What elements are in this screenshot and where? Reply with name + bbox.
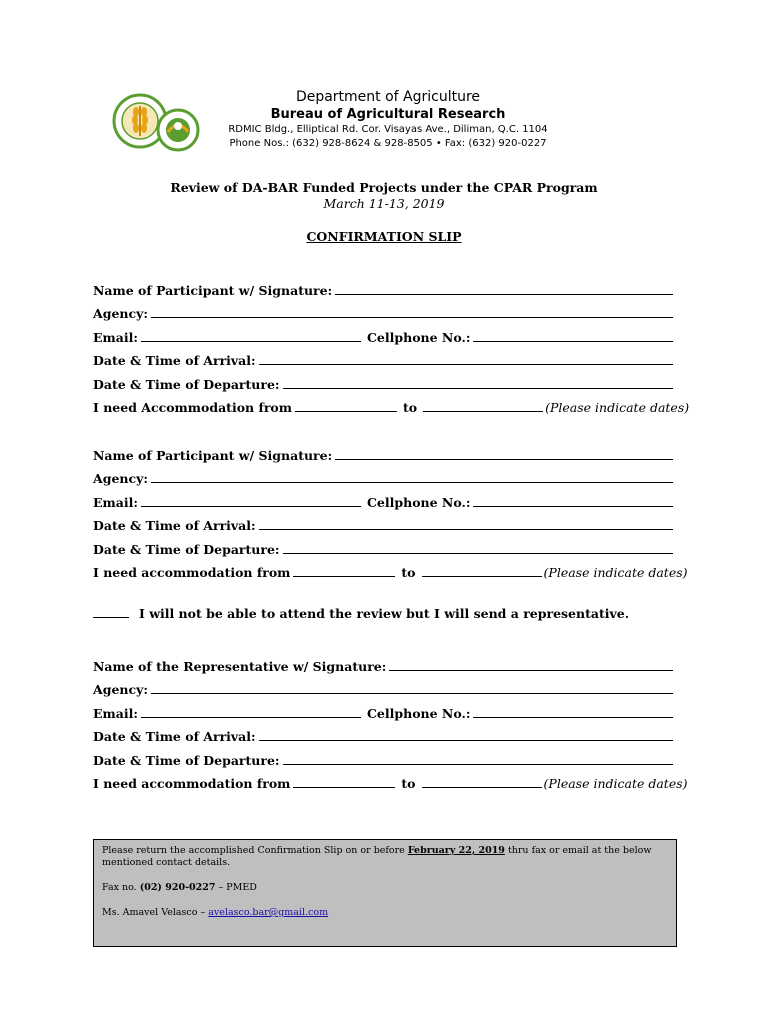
departure-label: Date & Time of Departure: [93,376,280,392]
name-signature-field[interactable] [389,658,673,671]
agency-field[interactable] [151,681,673,694]
name-label: Name of Participant w/ Signature: [93,447,333,463]
agency-field[interactable] [151,470,673,483]
name-signature-field[interactable] [335,282,673,295]
phone-fax: Phone Nos.: (632) 928-8624 & 928-8505 • Fax: (632) 920-0227 [229,138,547,149]
departure-row [93,533,673,557]
accommodation-from-field[interactable] [293,775,395,788]
arrival-field[interactable] [259,728,673,741]
accommodation-to-field[interactable] [423,399,543,412]
contact-name: Ms. Amavel Velasco – [102,907,206,918]
dates-note: (Please indicate dates) [545,400,690,415]
accommodation-from-field[interactable] [295,399,397,412]
cellphone-label: Cellphone No.: [366,494,471,510]
departure-row [93,744,673,768]
contact-email-link[interactable]: avelasco.bar@gmail.com [208,907,329,918]
participant-2-section [93,439,688,580]
name-row [93,439,673,463]
department-name: Department of Agriculture [295,89,481,105]
event-title-block [0,180,768,212]
accommodation-row [93,392,690,416]
name-row [93,274,673,298]
departure-field[interactable] [283,376,673,389]
name-row [93,650,673,674]
email-label: Email: [93,705,138,721]
accommodation-label: I need Accommodation from [93,400,292,415]
departure-row [93,368,673,392]
email-row [93,697,673,721]
departure-field[interactable] [283,541,673,554]
accommodation-label: I need accommodation from [93,565,291,580]
fax-suffix: – PMED [218,882,257,893]
cellphone-field[interactable] [473,705,673,718]
to-label: to [401,565,416,580]
to-label: to [401,776,416,791]
event-dates: March 11-13, 2019 [323,196,445,211]
fax-number: (02) 920-0227 [139,882,216,893]
name-label: Name of Participant w/ Signature: [93,282,333,298]
return-instructions-box [93,839,677,947]
bureau-name: Bureau of Agricultural Research [270,107,506,122]
departure-field[interactable] [283,752,673,765]
fax-prefix: Fax no. [102,882,137,893]
arrival-row [93,721,673,745]
cellphone-label: Cellphone No.: [366,329,471,345]
event-title: Review of DA-BAR Funded Projects under the CPAR Program [170,180,598,195]
departure-label: Date & Time of Departure: [93,752,280,768]
contact-line [102,907,668,919]
email-field[interactable] [141,705,361,718]
arrival-label: Date & Time of Arrival: [93,729,256,744]
agency-label: Agency: [93,306,148,321]
accommodation-label: I need accommodation from [93,776,291,791]
arrival-label: Date & Time of Arrival: [93,353,256,368]
representative-section [93,650,688,791]
agency-label: Agency: [93,471,148,486]
cellphone-label: Cellphone No.: [366,705,471,721]
instructions-text-after: thru fax or email at the below mentioned contact details. [102,845,652,868]
representative-checkbox-line[interactable] [93,605,129,618]
accommodation-to-field[interactable] [422,775,542,788]
participant-1-section [93,274,690,415]
name-signature-field[interactable] [335,447,673,460]
email-row [93,321,673,345]
bar-logo-icon [112,88,204,154]
deadline-date: February 22, 2019 [407,845,505,856]
representative-statement-row [93,605,673,621]
name-label: Name of the Representative w/ Signature: [93,658,387,674]
cellphone-field[interactable] [473,329,673,342]
representative-statement: I will not be able to attend the review but I will send a representative. [139,606,630,621]
email-row [93,486,673,510]
instructions-text-before: Please return the accomplished Confirmation Slip on or before [102,845,405,856]
to-label: to [403,400,418,415]
organization-header [208,88,568,151]
fax-line [102,882,668,894]
agency-field[interactable] [151,305,673,318]
page-title: CONFIRMATION SLIP [306,229,462,244]
return-instructions [102,845,668,869]
email-field[interactable] [141,494,361,507]
email-label: Email: [93,494,138,510]
arrival-field[interactable] [259,517,673,530]
email-label: Email: [93,329,138,345]
arrival-field[interactable] [259,352,673,365]
accommodation-row [93,768,688,792]
agency-row [93,463,673,487]
address: RDMIC Bldg., Elliptical Rd. Cor. Visayas Ave., Diliman, Q.C. 1104 [228,124,548,135]
accommodation-row [93,557,688,581]
accommodation-from-field[interactable] [293,564,395,577]
cellphone-field[interactable] [473,494,673,507]
dates-note: (Please indicate dates) [543,776,688,791]
arrival-row [93,345,673,369]
agency-row [93,298,673,322]
arrival-row [93,510,673,534]
agency-label: Agency: [93,682,148,697]
agency-row [93,674,673,698]
accommodation-to-field[interactable] [422,564,542,577]
departure-label: Date & Time of Departure: [93,541,280,557]
email-field[interactable] [141,329,361,342]
dates-note: (Please indicate dates) [543,565,688,580]
arrival-label: Date & Time of Arrival: [93,518,256,533]
